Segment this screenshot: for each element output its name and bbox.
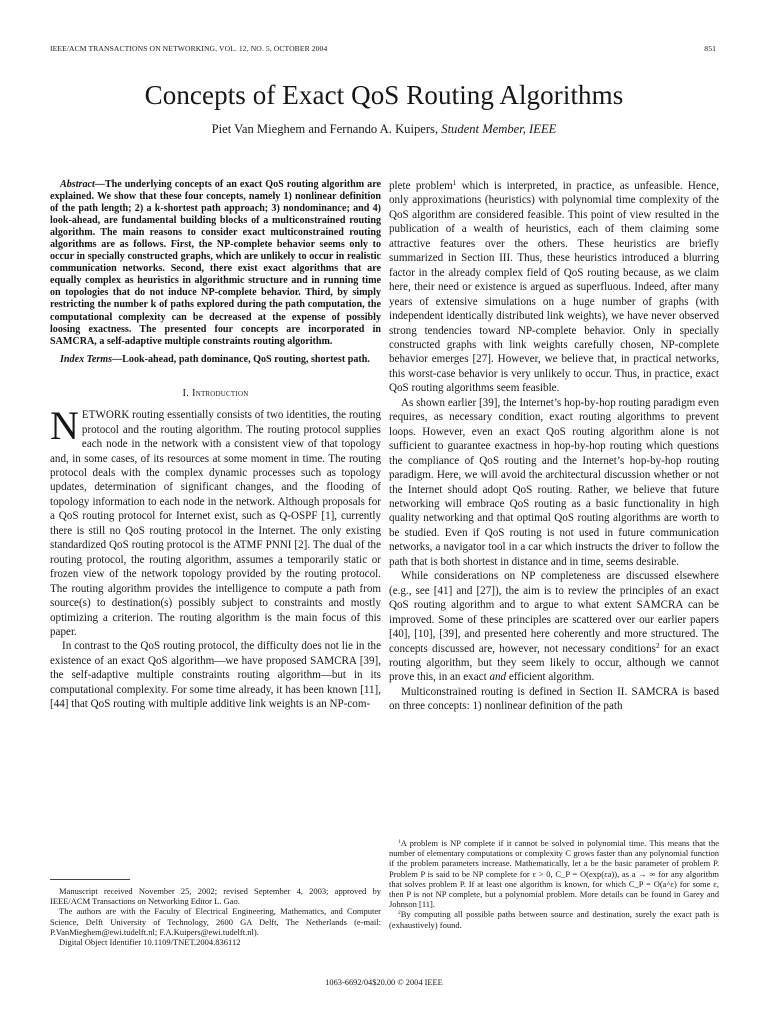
footnote-1	[389, 838, 719, 909]
footnote-ref-1: 1	[452, 179, 457, 188]
manuscript-footnote	[50, 886, 381, 947]
intro-text-1: ETWORK routing essentially consists of two identities, the routing protocol and the routing algorithm. The routing protocol supplies each node in the network with a consistent view of that topology and, in some cases, of its resources at some moment in time. The routing protocol deals with the complex dynamic processes such as topology updates, determination of significant changes, and the flooding of topology information to each node in the network. Although proposals for a QoS routing protocol for Internet exist, such as Q-OSPF [1], currently there is still no QoS routing protocol in the Internet. The only existing standardized QoS routing protocol is the ATMF PNNI [2]. The dual of the routing protocol, the routing algorithm, assumes a temporarily static or frozen view of the network topology provided by the routing protocol. The routing algorithm provides the intelligence to compute a path from source(s) to destination(s) possibly subject to constraints and mostly optimizing a criterion. The routing algorithm is the main focus of this paper.	[50, 409, 381, 638]
copyright-line: 1063-6692/04$20.00 © 2004 IEEE	[325, 978, 443, 987]
section-heading	[50, 387, 381, 401]
drop-cap: N	[50, 403, 79, 449]
author-affiliation: Student Member, IEEE	[441, 122, 557, 136]
intro-paragraph-1	[50, 403, 381, 639]
right-column	[389, 179, 719, 714]
abstract-text: —The underlying concepts of an exact QoS routing algorithm are explained. We show that these four concepts, namely 1) nonlinear definition of the path length; 2) a k-shortest path approach; 3) nondominance; and 4) look-ahead, are fundamental building blocks of a multiconstrained routing algorithm. The main reasons to consider exact multiconstrained routing algorithms are as follows. First, the NP-complete behavior seems only to occur in specially constructed graphs, which are unlikely to occur in realistic communication networks. Second, there exist exact algorithms that are equally complex as heuristics in algorithmic structure and in running time on topologies that do not induce NP-complete behavior. Third, by simply restricting the number k of paths explored during the path computation, the computational complexity can be decreased at the expense of possibly loosing exactness. The presented four concepts are incorporated in SAMCRA, a self-adaptive multiple constraints routing algorithm.	[50, 179, 381, 347]
footnotes	[389, 838, 719, 930]
author-line	[0, 122, 768, 137]
author-names: Piet Van Mieghem and Fernando A. Kuipers,	[211, 122, 439, 136]
doi: Digital Object Identifier 10.1109/TNET.2004.836112	[59, 937, 241, 948]
section-number: I.	[182, 387, 190, 399]
index-terms	[50, 354, 381, 366]
index-terms-text: —Look-ahead, path dominance, QoS routing, shortest path.	[112, 353, 370, 365]
right-paragraph-3: While considerations on NP completeness are discussed elsewhere (e.g., see [41] and [27]), the aim is to review the principles of an exact QoS routing algorithm and to argue to what extent SAMCRA can be improved. Some of these principles are scattered over our earlier papers [40], [10], [39], and presented here coherently and more structured. The concepts discussed are, however, not necessary conditions$^2$ for an exact routing algorithm, but they seem likely to occur, although we cannot prove this, in an exact and efficient algorithm.	[389, 570, 719, 684]
paper-title: Concepts of Exact QoS Routing Algorithms	[144, 80, 624, 110]
left-column	[50, 179, 381, 712]
right-paragraph-2: As shown earlier [39], the Internet’s hop-by-hop routing paradigm even requires, as necessary condition, exact routing algorithms to prevent loops. However, even an exact QoS routing algorithm alone is not sufficient to guarantee exactness in hop-by-hop routing which questions the compliance of QoS routing and the Internet’s hop-by-hop routing paradigm. Here, we will avoid the architectural discussion whether or not the Internet should adopt QoS routing. Rather, we believe that future networking will embrace QoS routing as a basic functionality in high quality networking and that optimal QoS routing algorithms are worth to be studied. Even if QoS routing is not used in future communication networks, a navigator tool in a car which instructs the driver to follow the path that is both shortest in distance and in time, seems desirable.	[389, 396, 719, 568]
emphasis-and: and	[489, 671, 507, 684]
intro-paragraph-2: In contrast to the QoS routing protocol, the difficulty does not lie in the existence of an exact QoS algorithm—we have proposed SAMCRA [39], the self-adaptive multiple constraints routing algorithm—but in its computational complexity. For some time already, it has been known [11], [44] that QoS routing with multiple additive link weights is an NP-com-	[50, 640, 381, 711]
footnote-1-text: A problem is NP complete if it cannot be solved in polynomial time. This means that the number of elementary computations or complexity C grows faster than any polynomial function if the problem parameters increase. Mathematically, let a be the basic parameter of problem P. Problem P is said to be NP complete for ε > 0, C_P = O(exp(εa)), as a → ∞ for any algorithm that solves problem P. If at least one algorithm is known, for which C_P = O(a^ε) for some ε, then P is not NP complete, but a polynomial problem. More details can be found in Garey and Johnson [11].	[389, 838, 719, 910]
page-number: 851	[704, 44, 716, 53]
footnote-ref-2: 2	[655, 641, 660, 650]
abstract-label: Abstract	[60, 179, 95, 190]
section-title: Introduction	[191, 387, 249, 399]
author-affiliations: The authors are with the Faculty of Electrical Engineering, Mathematics, and Computer Science, Delft University of Technology, 2600 GA Delft, The Netherlands (e-mail: P.VanMieghem@ewi.tudelft.nl; F.A.Kuipers@ewi.tudelft.nl).	[50, 906, 381, 937]
right-paragraph-4: Multiconstrained routing is defined in Section II. SAMCRA is based on three concepts: 1) nonlinear definition of the path	[389, 685, 719, 713]
right-paragraph-1: plete problem$^1$ which is interpreted, in practice, as unfeasible. Hence, only approximations (heuristics) with polynomial time complexity of the QoS algorithm are considered feasible. This point of view resulted in the publication of a wealth of heuristics, each of them claiming some attractive features over the others. These heuristics are briefly summarized in Section III. Thus, these heuristics introduced a blurring factor in the already complex field of QoS routing because, as we claim here, their need or existence is argued as superfluous. Indeed, after many years of extensive simulations on a huge number of graphs (with independent identically distributed link weights), we have never observed strong tendencies toward NP-complete behavior. Only in specially constructed graphs with link weights carefully chosen, NP-complete behavior emerges [27]. However, we believe that, in practical networks, this worst-case behavior is very unlikely to occur. Thus, in practice, exact QoS routing algorithms seem feasible.	[389, 179, 719, 395]
index-terms-label: Index Terms	[60, 353, 113, 365]
footnote-mark-2: 2	[398, 910, 401, 917]
running-head	[50, 44, 716, 53]
abstract	[50, 179, 381, 348]
footnote-2	[389, 909, 719, 929]
footnote-2-text: By computing all possible paths between source and destination, surely the exact path is (exhaustively) found.	[389, 909, 719, 930]
manuscript-received: Manuscript received November 25, 2002; revised September 4, 2003; approved by IEEE/ACM Transactions on Networking Editor L. Gao.	[50, 886, 381, 907]
journal-header: IEEE/ACM TRANSACTIONS ON NETWORKING, VOL. 12, NO. 5, OCTOBER 2004	[50, 44, 328, 53]
footnote-mark-1: 1	[398, 838, 401, 845]
footnote-rule	[50, 879, 130, 880]
